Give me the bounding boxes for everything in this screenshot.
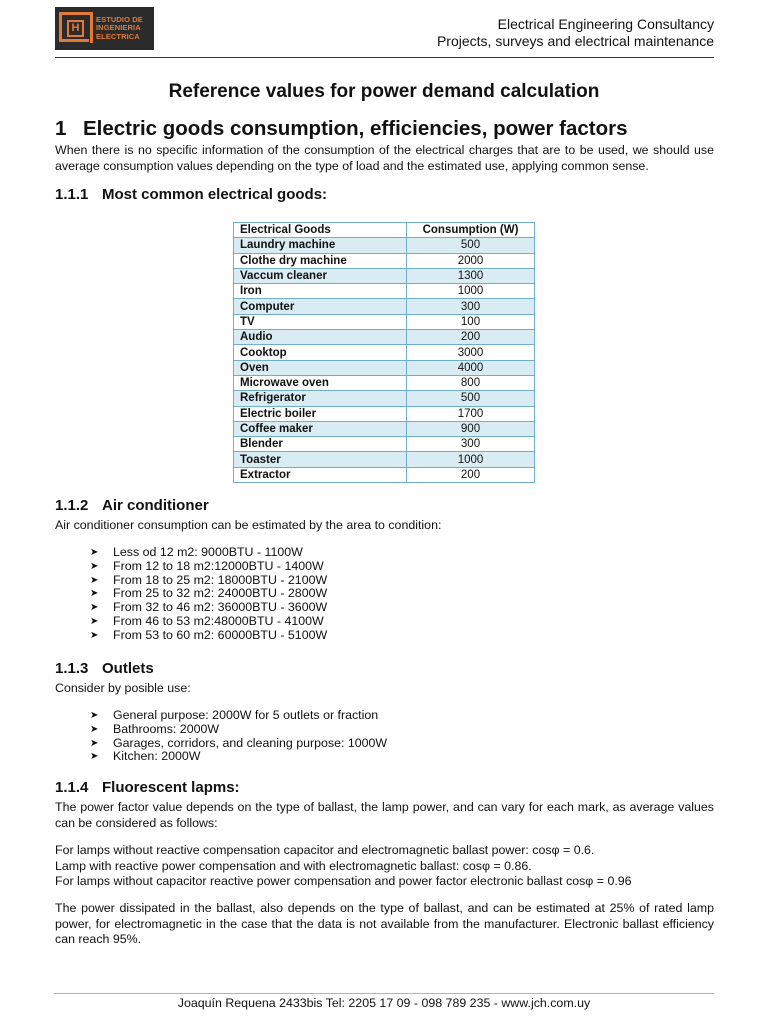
cell-consumption: 1000	[407, 452, 535, 467]
cell-consumption: 3000	[407, 345, 535, 360]
arrow-bullet-icon: ➤	[90, 615, 99, 627]
subsection-title: Fluorescent lapms:	[102, 779, 240, 796]
electrical-goods-table	[233, 222, 535, 483]
logo-line: INGENIERIA	[96, 23, 141, 33]
table-row	[234, 391, 535, 406]
cell-consumption: 1300	[407, 268, 535, 283]
table-row	[234, 345, 535, 360]
cell-goods: Refrigerator	[234, 391, 407, 406]
cell-goods: Clothe dry machine	[234, 253, 407, 268]
cell-consumption: 300	[407, 299, 535, 314]
cell-consumption: 300	[407, 437, 535, 452]
fluorescent-intro: The power factor value depends on the type of ballast, the lamp power, and can vary for each mark, as average values can be considered as follows:	[55, 800, 714, 830]
arrow-bullet-icon: ➤	[90, 574, 99, 586]
cell-consumption: 1700	[407, 406, 535, 421]
table-row	[234, 452, 535, 467]
cell-goods: TV	[234, 314, 407, 329]
table-row	[234, 467, 535, 482]
logo-text	[96, 16, 143, 42]
cell-goods: Coffee maker	[234, 421, 407, 436]
cell-consumption: 800	[407, 375, 535, 390]
table-row	[234, 284, 535, 299]
subsection-1-1-1-heading	[55, 186, 327, 203]
table-row	[234, 406, 535, 421]
logo-letter: H	[67, 20, 84, 37]
subsection-title: Most common electrical goods:	[102, 186, 328, 203]
section-number: 1	[55, 117, 67, 140]
header-divider	[55, 57, 714, 58]
cell-goods: Iron	[234, 284, 407, 299]
outlets-intro: Consider by posible use:	[55, 681, 191, 695]
table-row	[234, 437, 535, 452]
table-row	[234, 299, 535, 314]
power-factor-line: For lamps without capacitor reactive power compensation and power factor electronic ballast cosφ = 0.96	[55, 874, 632, 888]
table-row	[234, 314, 535, 329]
power-factor-lines	[55, 843, 714, 890]
cell-consumption: 500	[407, 238, 535, 253]
list-item: ➤ Kitchen: 2000W	[90, 749, 201, 764]
cell-goods: Computer	[234, 299, 407, 314]
subsection-number: 1.1.2	[55, 497, 89, 514]
cell-goods: Microwave oven	[234, 375, 407, 390]
table-row	[234, 330, 535, 345]
company-logo	[55, 7, 154, 50]
list-item: ➤ From 46 to 53 m2:48000BTU - 4100W	[90, 613, 324, 628]
cell-goods: Laundry machine	[234, 238, 407, 253]
list-item: ➤ From 18 to 25 m2: 18000BTU - 2100W	[90, 572, 328, 587]
list-item: ➤ General purpose: 2000W for 5 outlets or fraction	[90, 708, 379, 722]
section-1-intro: When there is no specific information of the consumption of the electrical charges that are to be used, we should use average consumption values depending on the type of load and the estimated use, applying common sense.	[55, 143, 714, 173]
list-item: ➤ From 25 to 32 m2: 24000BTU - 2800W	[90, 586, 328, 601]
logo-line: ELECTRICA	[96, 31, 140, 41]
arrow-bullet-icon: ➤	[90, 710, 99, 721]
table-header-row	[234, 223, 535, 238]
logo-line: ESTUDIO DE	[96, 14, 143, 24]
column-header-goods: Electrical Goods	[234, 223, 407, 238]
header-line-2: Projects, surveys and electrical maintenance	[436, 33, 714, 49]
subsection-1-1-3-heading	[55, 660, 154, 677]
arrow-bullet-icon: ➤	[90, 737, 99, 749]
subsection-number: 1.1.1	[55, 186, 89, 203]
arrow-bullet-icon: ➤	[90, 560, 99, 572]
section-title: Electric goods consumption, efficiencies, power factors	[83, 117, 628, 140]
arrow-bullet-icon: ➤	[90, 751, 99, 763]
cell-goods: Audio	[234, 330, 407, 345]
cell-goods: Cooktop	[234, 345, 407, 360]
table-row	[234, 268, 535, 283]
list-item: ➤ Garages, corridors, and cleaning purpose: 1000W	[90, 735, 388, 750]
subsection-title: Air conditioner	[102, 497, 209, 514]
cell-goods: Extractor	[234, 467, 407, 482]
section-1-heading	[55, 117, 628, 141]
cell-consumption: 100	[407, 314, 535, 329]
cell-consumption: 4000	[407, 360, 535, 375]
outlets-list	[90, 709, 387, 764]
arrow-bullet-icon: ➤	[90, 547, 99, 558]
power-factor-line: Lamp with reactive power compensation and with electromagnetic ballast: cosφ = 0.86.	[55, 858, 532, 873]
cell-goods: Oven	[234, 360, 407, 375]
header-line-1: Electrical Engineering Consultancy	[497, 16, 714, 32]
arrow-bullet-icon: ➤	[90, 588, 99, 600]
list-item: ➤ Bathrooms: 2000W	[90, 721, 220, 736]
table-row	[234, 421, 535, 436]
footer-contact: Joaquín Requena 2433bis Tel: 2205 17 09 - 098 789 235 - www.jch.com.uy	[177, 996, 591, 1010]
cell-consumption: 900	[407, 421, 535, 436]
column-header-consumption: Consumption (W)	[407, 223, 535, 238]
subsection-1-1-2-heading	[55, 497, 209, 514]
list-item: ➤ Less od 12 m2: 9000BTU - 1100W	[90, 545, 303, 559]
header-company-info	[437, 16, 714, 50]
footer-divider	[54, 993, 714, 994]
logo-mark-icon	[59, 12, 93, 46]
cell-goods: Electric boiler	[234, 406, 407, 421]
cell-goods: Toaster	[234, 452, 407, 467]
cell-consumption: 200	[407, 330, 535, 345]
arrow-bullet-icon: ➤	[90, 723, 99, 735]
table-row	[234, 253, 535, 268]
subsection-1-1-4-heading	[55, 779, 240, 796]
air-conditioner-list	[90, 546, 327, 643]
arrow-bullet-icon: ➤	[90, 602, 99, 614]
air-conditioner-intro: Air conditioner consumption can be estimated by the area to condition:	[55, 518, 442, 532]
cell-goods: Vaccum cleaner	[234, 268, 407, 283]
table-row	[234, 238, 535, 253]
cell-consumption: 200	[407, 467, 535, 482]
list-item: ➤ From 32 to 46 m2: 36000BTU - 3600W	[90, 600, 328, 615]
subsection-number: 1.1.4	[55, 779, 89, 796]
cell-goods: Blender	[234, 437, 407, 452]
list-item: ➤ From 12 to 18 m2:12000BTU - 1400W	[90, 558, 324, 573]
power-factor-line: For lamps without reactive compensation capacitor and electromagnetic ballast power: cosφ = 0.6.	[55, 843, 595, 857]
table-row	[234, 360, 535, 375]
table-row	[234, 375, 535, 390]
cell-consumption: 1000	[407, 284, 535, 299]
subsection-title: Outlets	[102, 660, 154, 677]
arrow-bullet-icon: ➤	[90, 629, 99, 641]
list-item: ➤ From 53 to 60 m2: 60000BTU - 5100W	[90, 627, 328, 642]
document-title: Reference values for power demand calculation	[168, 81, 600, 102]
ballast-paragraph: The power dissipated in the ballast, also depends on the type of ballast, and can be estimated at 25% of rated lamp power, for electromagnetic in the case that the data is not available from the manufacturer. Electronic ballast efficiency can reach 95%.	[55, 901, 714, 946]
cell-consumption: 2000	[407, 253, 535, 268]
subsection-number: 1.1.3	[55, 660, 89, 677]
cell-consumption: 500	[407, 391, 535, 406]
